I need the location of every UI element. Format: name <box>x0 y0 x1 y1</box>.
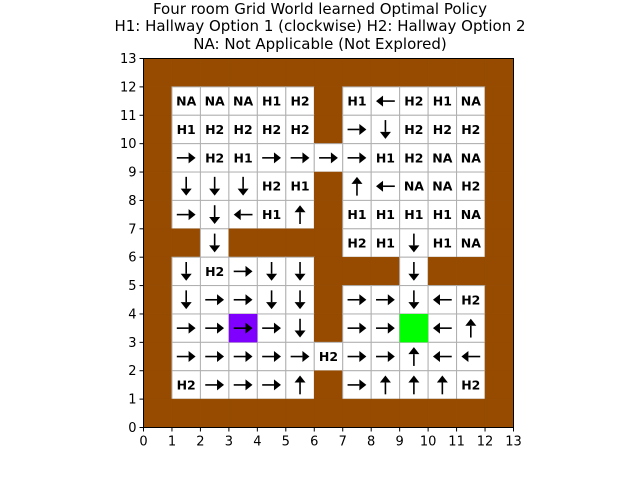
cell-label: H1 <box>375 235 396 251</box>
wall-cell <box>144 59 172 87</box>
cell-label: H2 <box>261 178 282 194</box>
wall-cell <box>144 144 172 172</box>
x-tick-label: 10 <box>419 434 437 450</box>
wall-cell <box>144 314 172 342</box>
cell-label: H2 <box>233 121 253 137</box>
wall-cell <box>485 286 513 314</box>
wall-cell <box>314 399 342 427</box>
cell-label: H1 <box>432 207 452 223</box>
y-tick-label: 9 <box>128 165 137 181</box>
y-tick-label: 5 <box>128 279 137 295</box>
wall-cell <box>257 399 285 427</box>
wall-cell <box>485 229 513 257</box>
wall-cell <box>485 314 513 342</box>
wall-cell <box>485 371 513 399</box>
x-tick-label: 0 <box>139 434 148 450</box>
wall-cell <box>485 342 513 370</box>
wall-cell <box>314 229 342 257</box>
y-tick-label: 3 <box>128 335 137 351</box>
wall-cell <box>457 59 485 87</box>
wall-cell <box>144 342 172 370</box>
wall-cell <box>314 87 342 115</box>
wall-cell <box>314 172 342 200</box>
wall-cell <box>485 200 513 228</box>
wall-cell <box>485 115 513 143</box>
wall-cell <box>457 257 485 285</box>
cell-label: H1 <box>261 207 282 223</box>
wall-cell <box>286 229 314 257</box>
y-tick-label: 2 <box>128 364 137 380</box>
x-tick-label: 2 <box>196 434 205 450</box>
cell-label: H2 <box>347 235 367 251</box>
y-tick-label: 12 <box>119 80 137 96</box>
wall-cell <box>144 115 172 143</box>
wall-cell <box>485 172 513 200</box>
wall-cell <box>400 59 428 87</box>
cell-label: H2 <box>290 93 310 109</box>
wall-cell <box>172 59 200 87</box>
cell-label: H2 <box>432 121 452 137</box>
cell-label: H1 <box>432 93 452 109</box>
cell-label: H1 <box>176 121 196 137</box>
cell-label: H1 <box>404 207 424 223</box>
wall-cell <box>314 314 342 342</box>
cell-label: H2 <box>290 121 310 137</box>
x-tick-label: 11 <box>448 434 465 450</box>
wall-cell <box>371 59 399 87</box>
wall-cell <box>314 59 342 87</box>
y-tick-label: 6 <box>128 250 137 266</box>
cell-label: H1 <box>375 150 396 166</box>
wall-cell <box>200 59 228 87</box>
y-tick-label: 10 <box>119 137 137 153</box>
x-tick-label: 12 <box>476 434 494 450</box>
wall-cell <box>257 59 285 87</box>
cell-label: NA <box>432 178 453 194</box>
wall-cell <box>400 399 428 427</box>
wall-cell <box>428 59 456 87</box>
y-tick-label: 0 <box>128 421 137 436</box>
cell-label: NA <box>176 93 197 109</box>
wall-cell <box>485 399 513 427</box>
x-tick-label: 13 <box>505 434 522 450</box>
wall-cell <box>144 371 172 399</box>
wall-cell <box>286 59 314 87</box>
wall-cell <box>485 87 513 115</box>
cell-label: H2 <box>461 377 481 393</box>
chart-title-line-2: H1: Hallway Option 1 (clockwise) H2: Hallway Option 2 <box>114 17 526 35</box>
wall-cell <box>485 59 513 87</box>
wall-cell <box>144 286 172 314</box>
cell-label: NA <box>460 93 481 109</box>
cell-label: H1 <box>347 93 367 109</box>
wall-cell <box>144 257 172 285</box>
wall-cell <box>314 200 342 228</box>
cell-label: H2 <box>205 263 225 279</box>
x-tick-label: 5 <box>281 434 290 450</box>
cell-label: H2 <box>176 377 196 393</box>
x-tick-label: 8 <box>367 434 376 450</box>
chart-title-line-1: Four room Grid World learned Optimal Policy <box>152 0 488 18</box>
wall-cell <box>485 257 513 285</box>
cell-label: H2 <box>404 150 424 166</box>
cell-label: H2 <box>461 292 481 308</box>
cell-label: NA <box>204 93 225 109</box>
cell-label: H2 <box>261 121 282 137</box>
wall-cell <box>343 59 371 87</box>
cell-label: NA <box>460 235 481 251</box>
cell-label: NA <box>233 93 254 109</box>
wall-cell <box>200 399 228 427</box>
cell-label: H1 <box>261 93 282 109</box>
x-tick-label: 9 <box>395 434 404 450</box>
wall-cell <box>229 59 257 87</box>
wall-cell <box>144 200 172 228</box>
wall-cell <box>286 399 314 427</box>
wall-cell <box>314 371 342 399</box>
cell-label: NA <box>460 207 481 223</box>
wall-cell <box>343 257 371 285</box>
x-tick-label: 7 <box>338 434 347 450</box>
y-tick-label: 1 <box>128 392 137 408</box>
cell-label: H2 <box>404 93 424 109</box>
cell-label: NA <box>460 150 481 166</box>
y-tick-label: 11 <box>119 108 137 124</box>
x-tick-label: 6 <box>310 434 319 450</box>
wall-cell <box>144 399 172 427</box>
y-tick-label: 13 <box>119 52 137 67</box>
cell-label: H2 <box>205 150 225 166</box>
x-tick-label: 1 <box>167 434 177 450</box>
cell-label: H2 <box>404 121 424 137</box>
wall-cell <box>144 87 172 115</box>
wall-cell <box>457 399 485 427</box>
wall-cell <box>428 399 456 427</box>
cell-label: H1 <box>347 207 367 223</box>
cell-label: H1 <box>375 207 396 223</box>
chart-title-line-3: NA: Not Applicable (Not Explored) <box>193 35 447 53</box>
wall-cell <box>144 172 172 200</box>
wall-cell <box>314 115 342 143</box>
wall-cell <box>343 399 371 427</box>
wall-cell <box>172 399 200 427</box>
wall-cell <box>428 257 456 285</box>
cell-label: H2 <box>205 121 225 137</box>
wall-cell <box>229 229 257 257</box>
wall-cell <box>371 399 399 427</box>
wall-cell <box>172 229 200 257</box>
y-tick-label: 4 <box>128 307 137 323</box>
cell-label: H2 <box>318 349 339 365</box>
cell-label: H1 <box>432 235 452 251</box>
y-tick-label: 7 <box>128 222 137 238</box>
wall-cell <box>144 229 172 257</box>
x-tick-label: 3 <box>224 434 234 450</box>
y-tick-label: 8 <box>128 193 137 209</box>
wall-cell <box>314 257 342 285</box>
wall-cell <box>257 229 285 257</box>
wall-cell <box>229 399 257 427</box>
x-tick-label: 4 <box>253 434 262 450</box>
cell-label: NA <box>403 178 424 194</box>
goal-cell <box>400 314 428 342</box>
wall-cell <box>485 144 513 172</box>
cell-label: H2 <box>461 121 481 137</box>
wall-cell <box>371 257 399 285</box>
cell-label: H1 <box>233 150 253 166</box>
cell-label: H2 <box>461 178 481 194</box>
cell-label: H1 <box>290 178 310 194</box>
wall-cell <box>314 286 342 314</box>
cell-label: NA <box>432 150 453 166</box>
